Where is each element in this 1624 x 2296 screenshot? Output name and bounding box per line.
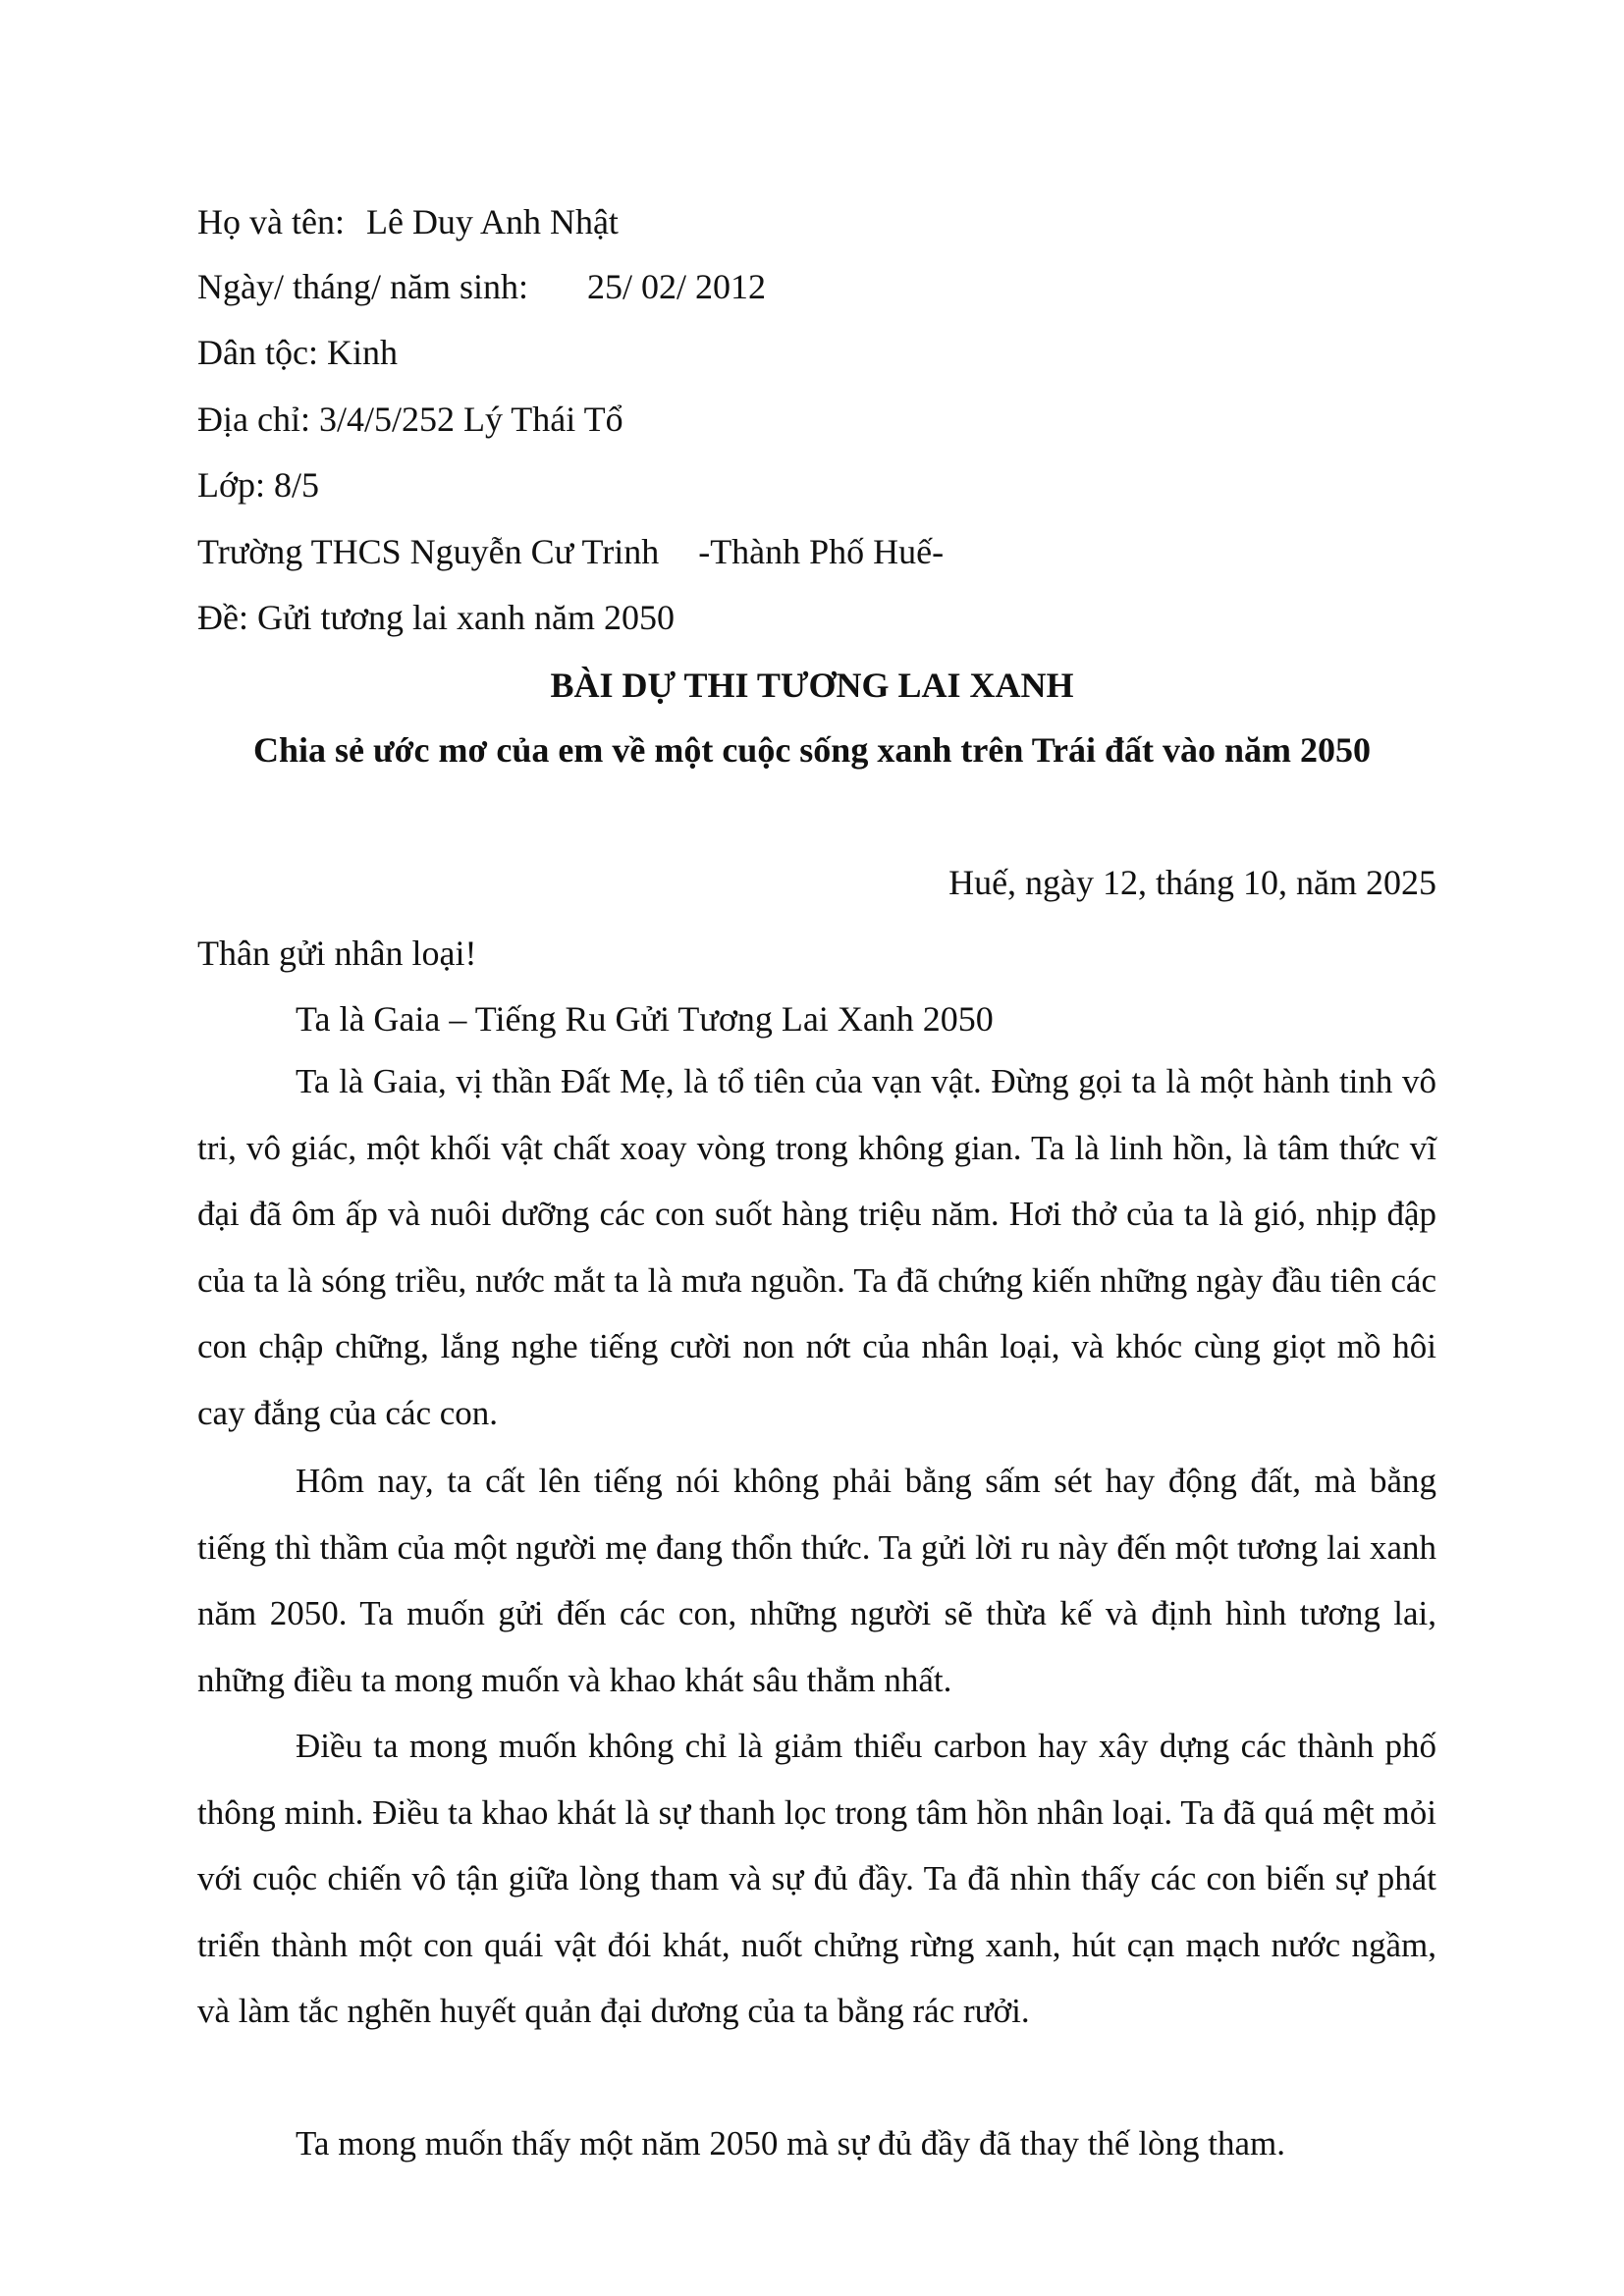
address-line: Địa chỉ: 3/4/5/252 Lý Thái Tổ: [197, 400, 623, 439]
contest-title: BÀI DỰ THI TƯƠNG LAI XANH: [550, 666, 1074, 705]
ethnicity-line: Dân tộc: Kinh: [197, 333, 398, 372]
paragraph: Hôm nay, ta cất lên tiếng nói không phải bằng sấm sét hay động đất, mà bằng tiếng thì thầm của một người mẹ đang thổn thức. Ta gửi lời ru này đến một tương lai xanh năm 2050. Ta muốn gửi đến các con, những người sẽ thừa kế và định hình tương lai, những điều ta mong muốn và khao khát sâu thẳm nhất.: [197, 1462, 1436, 1699]
paragraph: Ta mong muốn thấy một năm 2050 mà sự đủ đầy đã thay thế lòng tham.: [296, 2124, 1286, 2163]
name-line: [197, 202, 619, 241]
salutation: Thân gửi nhân loại!: [197, 934, 477, 973]
contest-subtitle: Chia sẻ ước mơ của em về một cuộc sống xanh trên Trái đất vào năm 2050: [252, 730, 1372, 770]
letter-title: Ta là Gaia – Tiếng Ru Gửi Tương Lai Xanh 2050: [296, 999, 994, 1039]
class-line: Lớp: 8/5: [197, 465, 320, 505]
dob-value: 25/ 02/ 2012: [586, 267, 766, 306]
name-label: Họ và tên:: [197, 202, 345, 241]
topic-line: Đề: Gửi tương lai xanh năm 2050: [197, 598, 675, 637]
school-name: Trường THCS Nguyễn Cư Trinh: [197, 532, 660, 571]
dob-line: [197, 267, 766, 306]
dob-label: Ngày/ tháng/ năm sinh:: [197, 267, 528, 306]
city-name: -Thành Phố Huế-: [698, 532, 945, 571]
name-value: Lê Duy Anh Nhật: [365, 202, 619, 241]
dateline: Huế, ngày 12, tháng 10, năm 2025: [948, 863, 1436, 902]
paragraph: Ta là Gaia, vị thần Đất Mẹ, là tổ tiên của vạn vật. Đừng gọi ta là một hành tinh vô tri, vô giác, một khối vật chất xoay vòng trong không gian. Ta là linh hồn, là tâm thức vĩ đại đã ôm ấp và nuôi dưỡng các con suốt hàng triệu năm. Hơi thở của ta là gió, nhịp đập của ta là sóng triều, nước mắt ta là mưa nguồn. Ta đã chứng kiến những ngày đầu tiên các con chập chững, lắng nghe tiếng cười non nớt của nhân loại, và khóc cùng giọt mồ hôi cay đắng của các con.: [197, 1062, 1436, 1432]
school-line: [197, 532, 944, 571]
paragraph: Điều ta mong muốn không chỉ là giảm thiểu carbon hay xây dựng các thành phố thông minh. Điều ta khao khát là sự thanh lọc trong tâm hồn nhân loại. Ta đã quá mệt mỏi với cuộc chiến vô tận giữa lòng tham và sự đủ đầy. Ta đã nhìn thấy các con biến sự phát triển thành một con quái vật đói khát, nuốt chửng rừng xanh, hút cạn mạch nước ngầm, và làm tắc nghẽn huyết quản đại dương của ta bằng rác rưởi.: [197, 1727, 1436, 2031]
